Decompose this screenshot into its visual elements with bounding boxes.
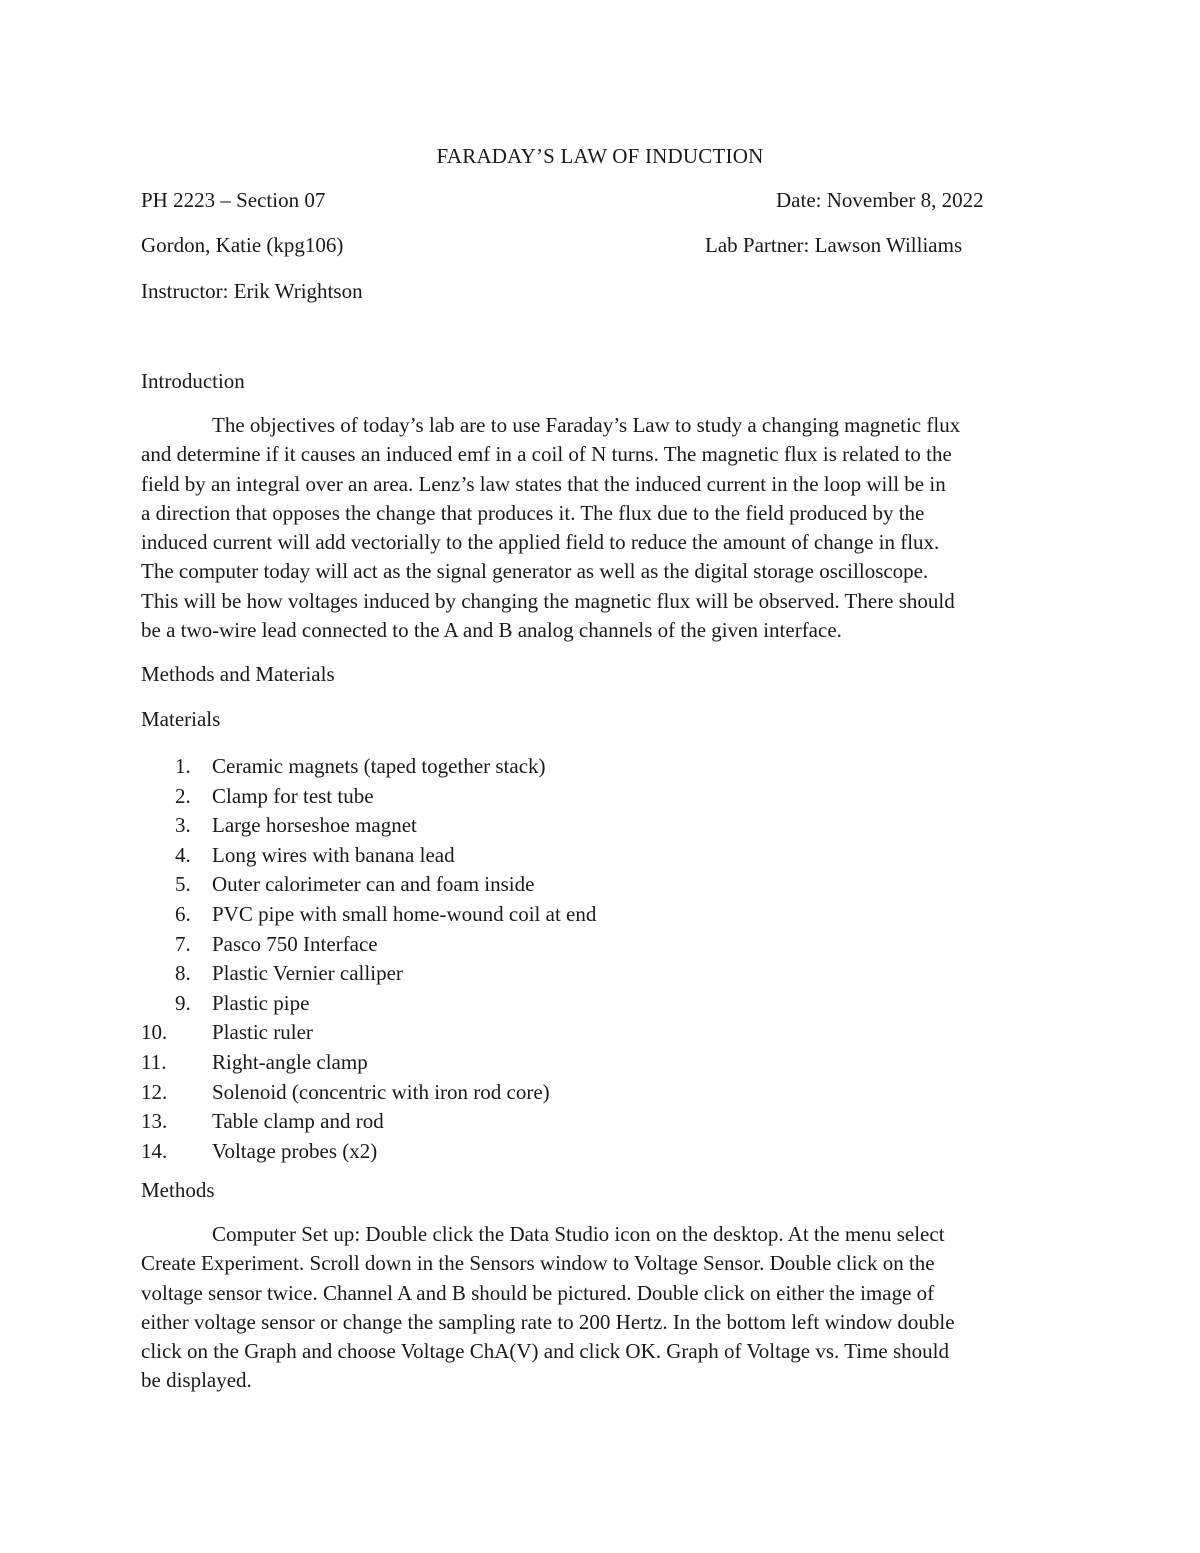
- list-item: 8. Plastic Vernier calliper: [175, 961, 403, 986]
- paragraph-line: voltage sensor twice. Channel A and B should be pictured. Double click on either the image of: [141, 1280, 935, 1305]
- lab-partner: Lab Partner: Lawson Williams: [705, 233, 963, 257]
- paragraph-line: The computer today will act as the signal generator as well as the digital storage oscilloscope.: [141, 559, 929, 584]
- paragraph-line: either voltage sensor or change the sampling rate to 200 Hertz. In the bottom left window double: [141, 1309, 955, 1334]
- introduction-heading: Introduction: [141, 369, 245, 393]
- materials-heading: Materials: [141, 707, 221, 731]
- report-date: Date: November 8, 2022: [776, 188, 984, 212]
- list-item: 10. Plastic ruler: [141, 1020, 313, 1045]
- list-item: 7. Pasco 750 Interface: [175, 931, 378, 956]
- paragraph-line: Computer Set up: Double click the Data Studio icon on the desktop. At the menu select: [212, 1222, 945, 1246]
- document-title: FARADAY’S LAW OF INDUCTION: [436, 144, 764, 168]
- list-item: 6. PVC pipe with small home-wound coil at end: [175, 901, 597, 926]
- paragraph-line: The objectives of today’s lab are to use Faraday’s Law to study a changing magnetic flux: [212, 413, 961, 437]
- list-item: 12. Solenoid (concentric with iron rod core): [141, 1079, 550, 1104]
- list-item: 3. Large horseshoe magnet: [175, 813, 417, 838]
- list-item: 4. Long wires with banana lead: [175, 842, 455, 867]
- instructor-name: Instructor: Erik Wrightson: [141, 279, 363, 303]
- paragraph-line: be a two-wire lead connected to the A and B analog channels of the given interface.: [141, 618, 842, 643]
- methods-heading: Methods: [141, 1178, 215, 1202]
- list-item: 2. Clamp for test tube: [175, 783, 374, 808]
- list-item: 9. Plastic pipe: [175, 990, 310, 1015]
- paragraph-line: click on the Graph and choose Voltage ChA(V) and click OK. Graph of Voltage vs. Time should: [141, 1339, 949, 1364]
- list-item: 11. Right-angle clamp: [141, 1049, 368, 1074]
- paragraph-line: and determine if it causes an induced emf in a coil of N turns. The magnetic flux is related to the: [141, 442, 952, 467]
- introduction-paragraph: [141, 411, 1061, 645]
- list-item: 13. Table clamp and rod: [141, 1109, 384, 1134]
- paragraph-line: field by an integral over an area. Lenz’s law states that the induced current in the loop will be in: [141, 471, 946, 496]
- list-item: 14. Voltage probes (x2): [141, 1138, 378, 1163]
- materials-list: [141, 752, 596, 1166]
- course-section: PH 2223 – Section 07: [141, 188, 326, 212]
- list-item: 5. Outer calorimeter can and foam inside: [175, 872, 535, 897]
- paragraph-line: This will be how voltages induced by changing the magnetic flux will be observed. There should: [141, 588, 955, 613]
- paragraph-line: induced current will add vectorially to the applied field to reduce the amount of change in flux.: [141, 530, 940, 555]
- student-name: Gordon, Katie (kpg106): [141, 233, 344, 257]
- paragraph-line: a direction that opposes the change that produces it. The flux due to the field produced by the: [141, 500, 925, 525]
- paragraph-line: be displayed.: [141, 1368, 252, 1393]
- methods-paragraph: [141, 1220, 1061, 1396]
- list-item: 1. Ceramic magnets (taped together stack): [175, 754, 546, 778]
- methods-materials-heading: Methods and Materials: [141, 662, 335, 686]
- paragraph-line: Create Experiment. Scroll down in the Sensors window to Voltage Sensor. Double click on the: [141, 1251, 935, 1276]
